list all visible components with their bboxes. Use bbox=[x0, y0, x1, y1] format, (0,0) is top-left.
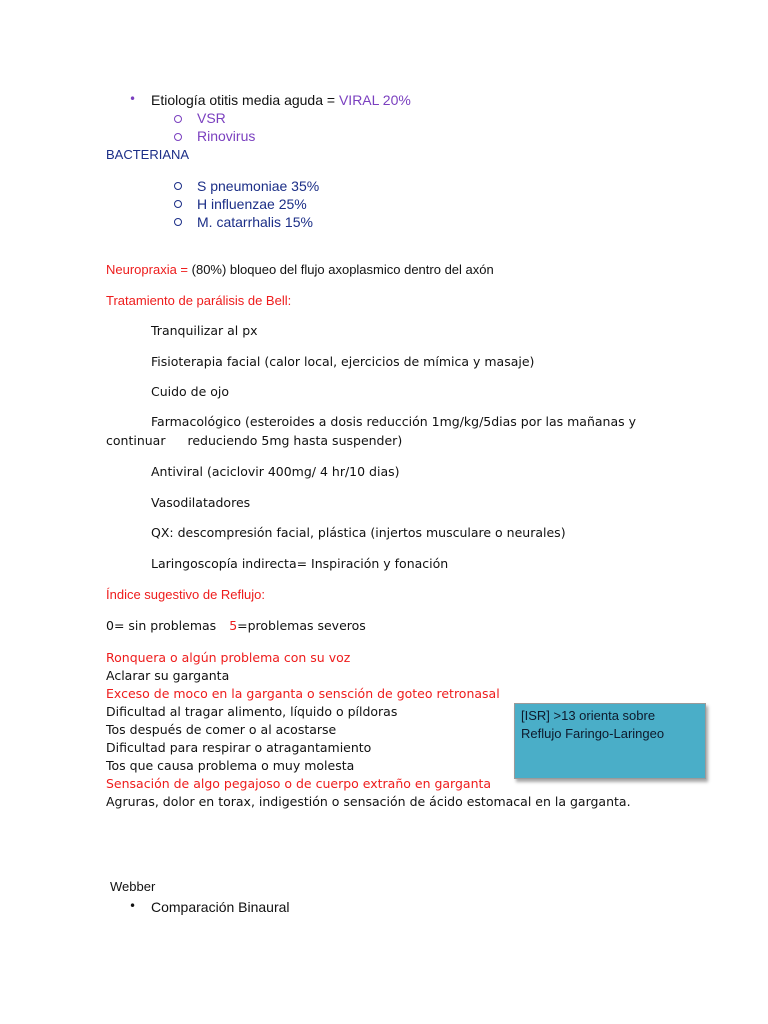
bell-item: Tranquilizar al px bbox=[151, 323, 258, 338]
bacterial-item: M. catarrhalis 15% bbox=[197, 214, 313, 230]
continuation-a: continuar bbox=[106, 433, 166, 448]
webber-label: Webber bbox=[110, 879, 156, 894]
isr-note-line: Reflujo Faringo-Laringeo bbox=[521, 726, 665, 741]
symptom-item: Tos después de comer o al acostarse bbox=[106, 722, 337, 737]
bell-item: Farmacológico (esteroides a dosis reducción 1mg/kg/5dias por las mañanas y bbox=[151, 414, 636, 429]
bell-title: Tratamiento de parálisis de Bell: bbox=[106, 293, 292, 308]
bullet-icon: • bbox=[129, 92, 137, 106]
circle-bullet-icon bbox=[174, 133, 182, 141]
bell-item: Antiviral (aciclovir 400mg/ 4 hr/10 dias) bbox=[151, 464, 400, 479]
circle-bullet-icon bbox=[174, 218, 182, 226]
viral-item: VSR bbox=[197, 110, 226, 126]
symptom-item: Exceso de moco en la garganta o sensción de goteo retronasal bbox=[106, 686, 500, 701]
bacterial-item: H influenzae 25% bbox=[197, 196, 307, 212]
symptom-item: Sensación de algo pegajoso o de cuerpo extraño en garganta bbox=[106, 776, 492, 791]
isr-note-line: [ISR] >13 orienta sobre bbox=[521, 708, 656, 723]
etiologia-text: Etiología otitis media aguda = bbox=[151, 92, 339, 108]
bell-item: Cuido de ojo bbox=[151, 384, 230, 399]
bell-item: Vasodilatadores bbox=[151, 495, 251, 510]
etiologia-line bbox=[151, 92, 411, 108]
bacteriana-label: BACTERIANA bbox=[106, 147, 190, 162]
circle-bullet-icon bbox=[174, 200, 182, 208]
scale-start: 0= sin problemas bbox=[106, 618, 217, 633]
etiologia-value: VIRAL 20% bbox=[338, 92, 411, 108]
scale-end: =problemas severos bbox=[237, 618, 366, 633]
neuropraxia-text: (80%) bloqueo del flujo axoplasmico dentro del axón bbox=[191, 262, 494, 277]
bell-item: Fisioterapia facial (calor local, ejercicios de mímica y masaje) bbox=[151, 354, 535, 369]
scale-num: 5 bbox=[229, 618, 238, 633]
bell-item: Laringoscopía indirecta= Inspiración y fonación bbox=[151, 556, 449, 571]
bacterial-item: S pneumoniae 35% bbox=[197, 178, 320, 194]
webber-item: Comparación Binaural bbox=[151, 899, 290, 915]
symptom-item: Dificultad para respirar o atragantamiento bbox=[106, 740, 372, 755]
circle-bullet-icon bbox=[174, 115, 182, 123]
symptom-item: Aclarar su garganta bbox=[106, 668, 230, 683]
viral-item: Rinovirus bbox=[197, 128, 256, 144]
circle-bullet-icon bbox=[174, 182, 182, 190]
bell-item: QX: descompresión facial, plástica (injertos musculare o neurales) bbox=[151, 525, 566, 540]
symptom-item: Ronquera o algún problema con su voz bbox=[106, 650, 351, 665]
bell-continuation bbox=[106, 433, 402, 448]
reflux-scale bbox=[106, 618, 366, 633]
symptom-item: Dificultad al tragar alimento, líquido o píldoras bbox=[106, 704, 398, 719]
continuation-b: reduciendo 5mg hasta suspender) bbox=[187, 433, 403, 448]
bullet-icon: • bbox=[129, 899, 137, 913]
neuropraxia-label: Neuropraxia = bbox=[106, 262, 192, 277]
isr-note-box bbox=[514, 703, 706, 779]
symptom-item: Agruras, dolor en torax, indigestión o sensación de ácido estomacal en la garganta. bbox=[106, 794, 631, 809]
neuropraxia-line bbox=[106, 262, 494, 277]
reflux-title: Índice sugestivo de Reflujo: bbox=[106, 587, 265, 602]
symptom-item: Tos que causa problema o muy molesta bbox=[106, 758, 355, 773]
